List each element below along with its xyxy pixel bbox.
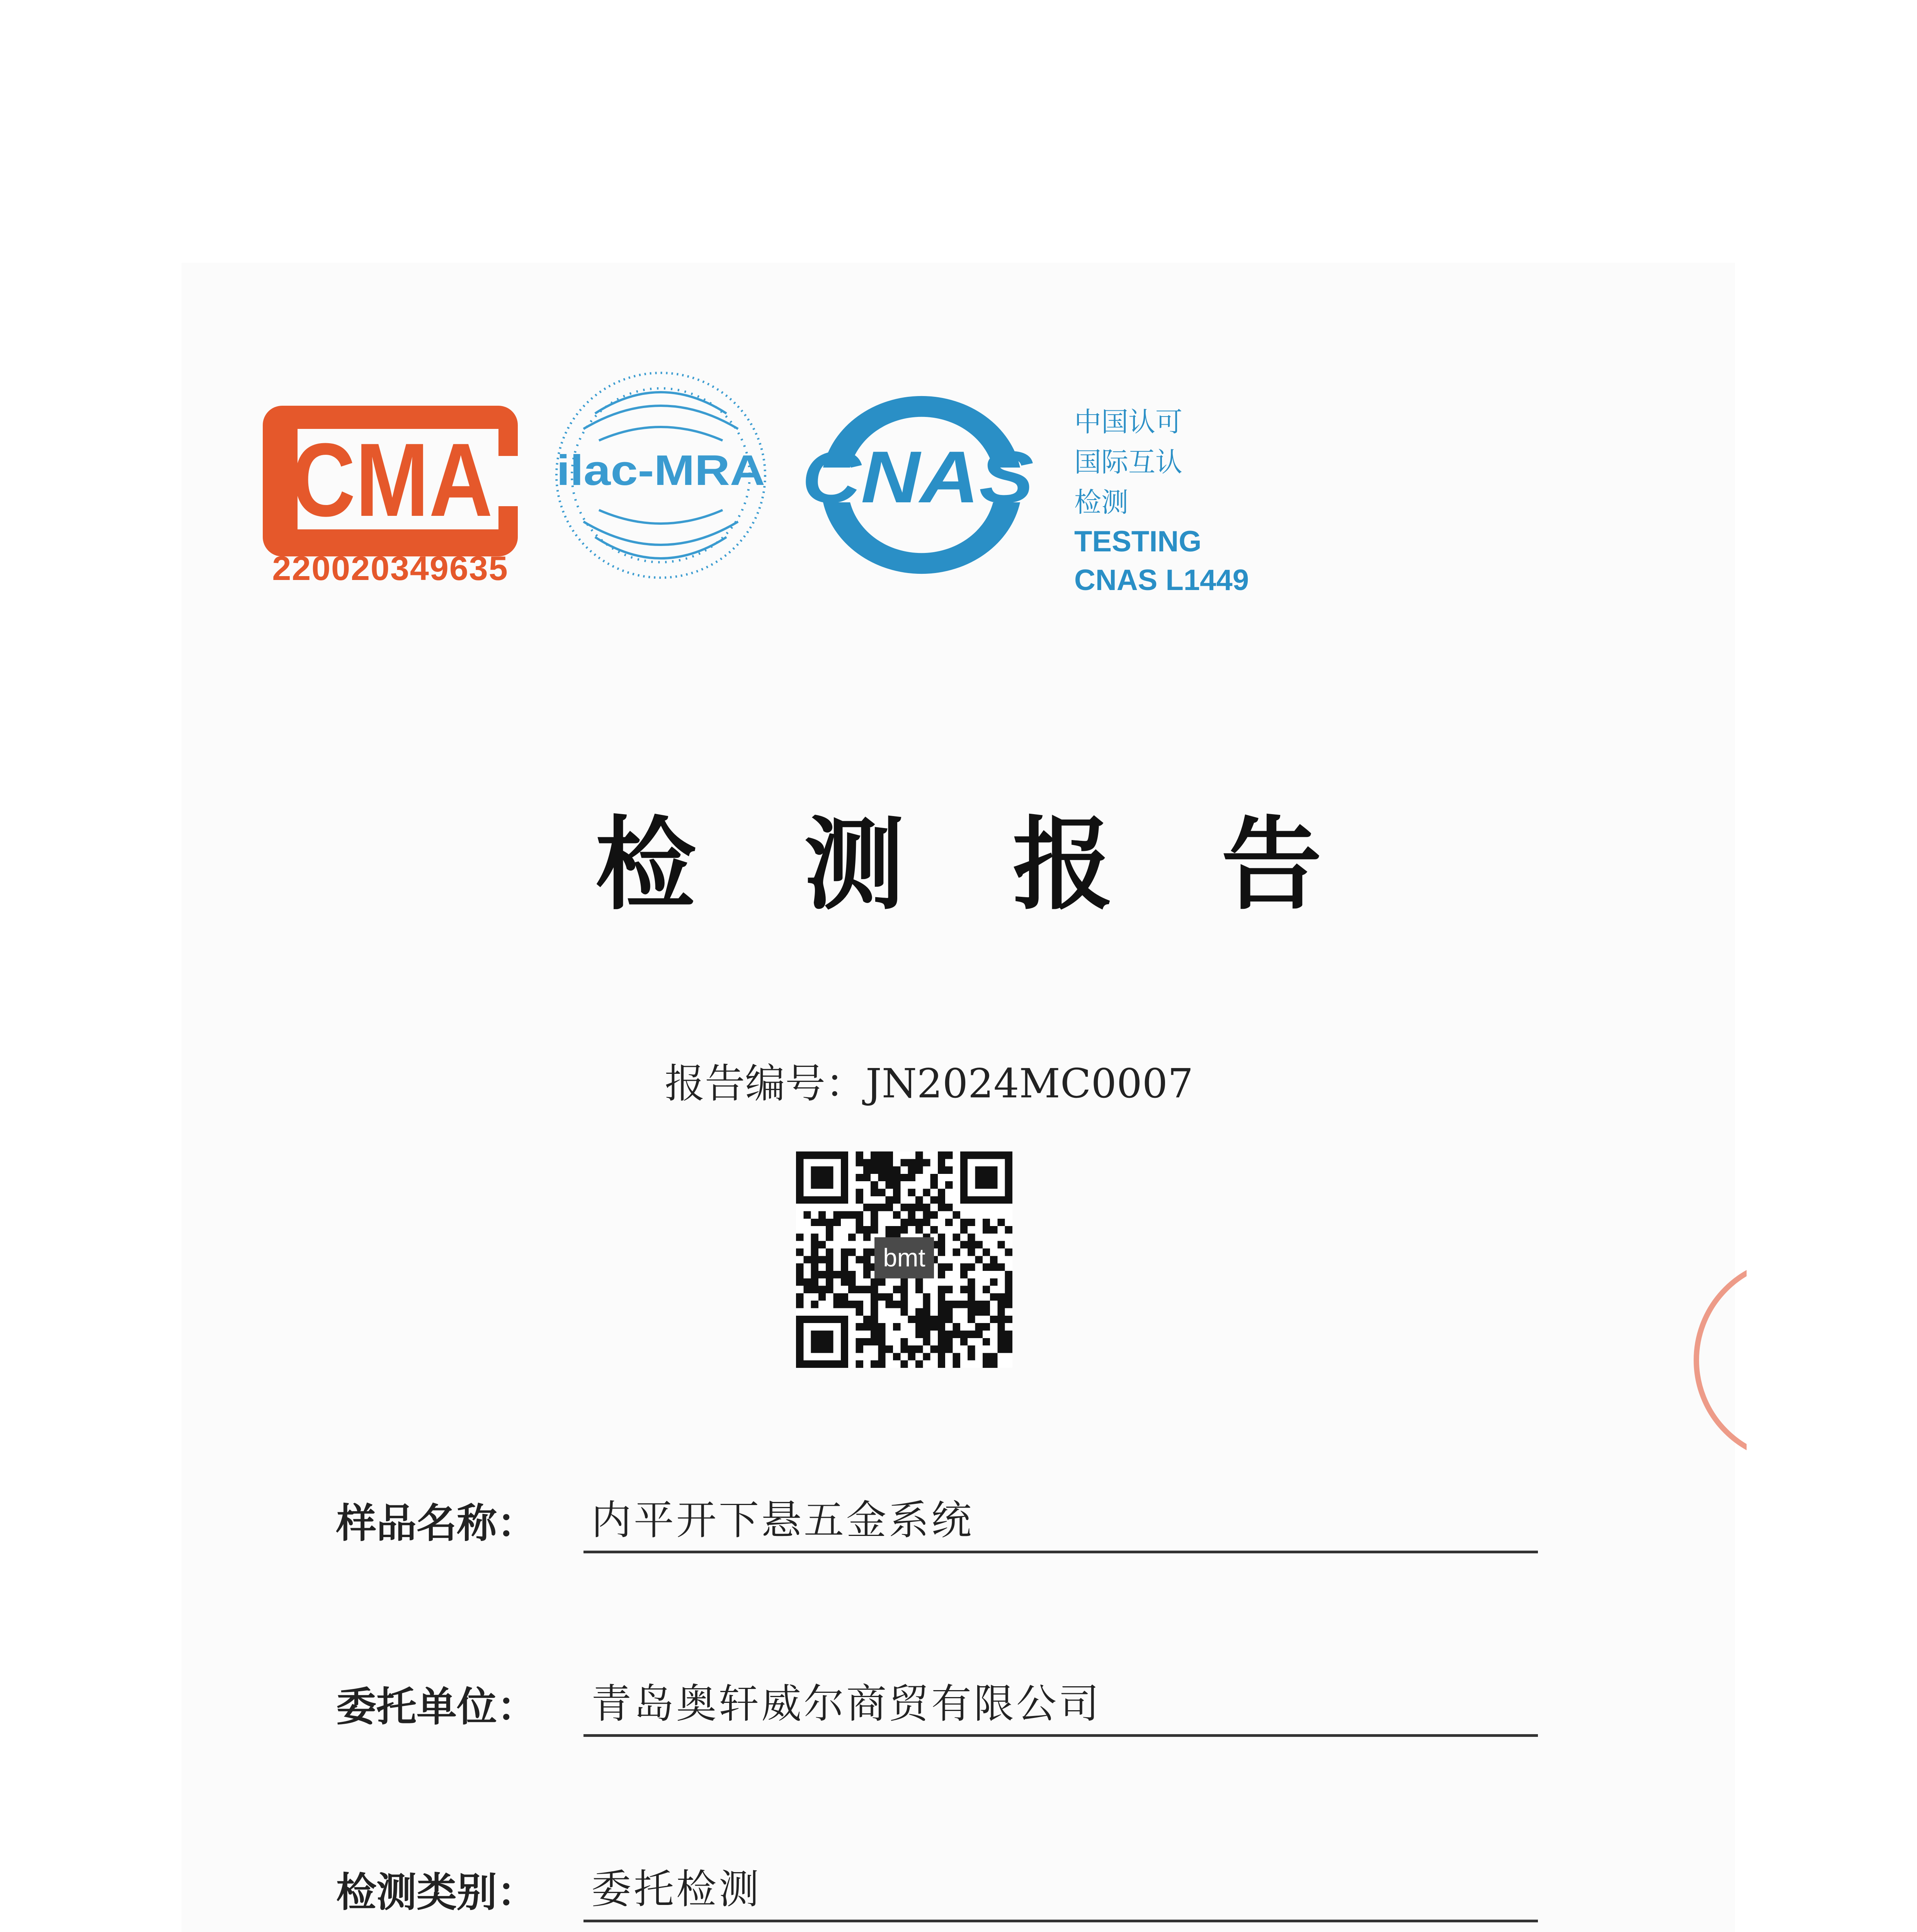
field-sample-name <box>336 1499 1538 1553</box>
qr-code[interactable] <box>796 1151 1012 1368</box>
field-value: 内平开下悬五金系统 <box>591 1497 974 1544</box>
cnas-zh-line: 国际互认 <box>1074 446 1182 478</box>
ilac-mra-logo <box>545 367 777 583</box>
field-underline <box>583 1551 1538 1553</box>
cma-number: 220020349635 <box>272 549 509 587</box>
field-test-type <box>336 1868 1538 1922</box>
report-number-value: JN2024MC0007 <box>866 1060 1194 1107</box>
field-underline <box>583 1920 1538 1922</box>
field-underline <box>583 1734 1538 1737</box>
field-label: 委托单位： <box>336 1683 538 1730</box>
field-value: 委托检测 <box>591 1866 762 1913</box>
report-number <box>665 1051 1193 1109</box>
cnas-en-line: CNAS L1449 <box>1074 564 1249 597</box>
field-value: 青岛奥轩威尔商贸有限公司 <box>591 1680 1102 1727</box>
field-client <box>336 1680 1538 1737</box>
report-number-label: 报告编号： <box>665 1060 866 1107</box>
cma-letters: CMA <box>292 422 493 538</box>
cnas-accreditation-text <box>1074 402 1249 600</box>
certification-logos <box>247 367 1291 618</box>
cnas-en-line: TESTING <box>1074 525 1202 558</box>
document-title: 检测报告 <box>595 806 1430 923</box>
edge-seal-fragment <box>1669 1260 1747 1461</box>
field-label: 检测类别： <box>336 1868 538 1916</box>
cnas-logo <box>792 379 1043 587</box>
cnas-letters: CNAS <box>802 436 1034 518</box>
field-label: 样品名称： <box>336 1499 538 1547</box>
ilac-text: ilac-MRA <box>556 447 765 494</box>
cnas-zh-line: 检测 <box>1074 486 1128 518</box>
cnas-zh-line: 中国认可 <box>1074 406 1182 438</box>
cma-logo <box>255 398 526 560</box>
qr-logo-text: bmt <box>883 1243 925 1272</box>
